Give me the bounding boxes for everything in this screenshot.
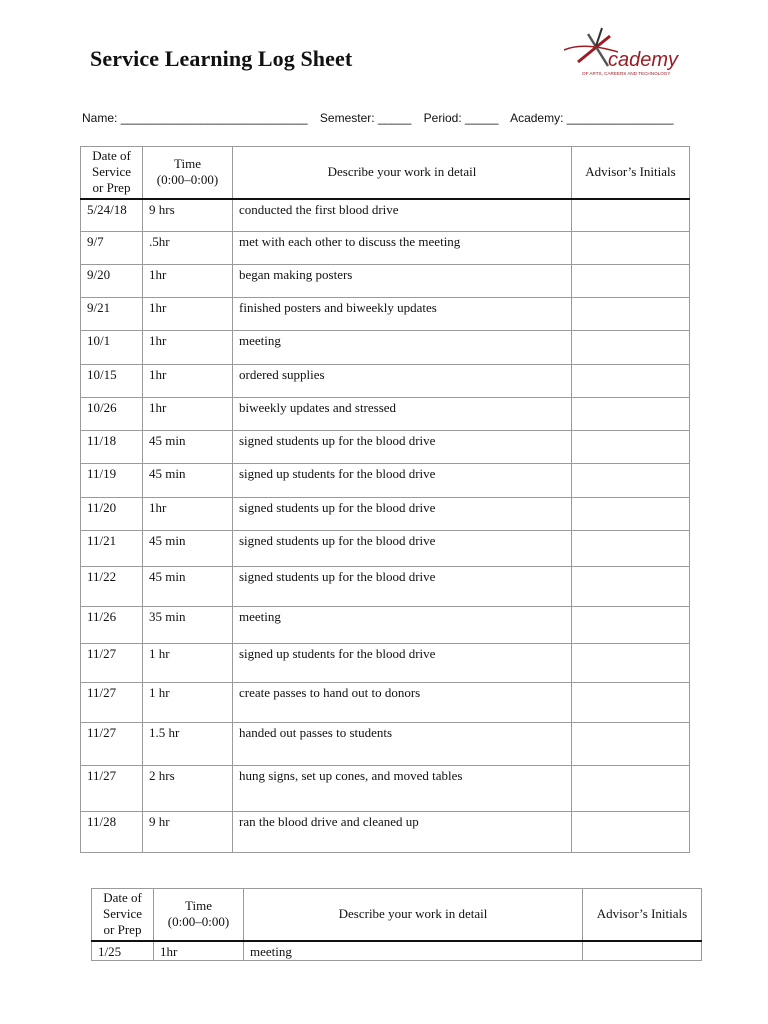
cell-date: 11/28 xyxy=(81,812,143,853)
header-date-line-2: Service xyxy=(92,164,131,180)
header-time xyxy=(154,889,244,941)
table-row xyxy=(81,365,690,398)
cell-work: met with each other to discuss the meeting xyxy=(233,232,572,265)
table-row xyxy=(81,644,690,683)
semester-label: Semester: xyxy=(319,111,375,125)
header-time-line-2: (0:00–0:00) xyxy=(156,172,219,188)
cell-date: 10/15 xyxy=(81,365,143,398)
log-table-2 xyxy=(91,888,702,961)
table-header-row xyxy=(92,889,702,941)
academy-logo xyxy=(558,22,700,80)
table-row xyxy=(81,331,690,365)
table-row xyxy=(81,567,690,607)
cell-work: began making posters xyxy=(233,265,572,298)
cell-advisor-initials[interactable] xyxy=(572,199,690,232)
header-time-line-2: (0:00–0:00) xyxy=(167,914,230,930)
table-row xyxy=(81,766,690,812)
cell-work: ordered supplies xyxy=(233,365,572,398)
cell-advisor-initials[interactable] xyxy=(572,683,690,723)
cell-date: 5/24/18 xyxy=(81,199,143,232)
header-work: Describe your work in detail xyxy=(244,889,583,941)
cell-work: signed up students for the blood drive xyxy=(233,644,572,683)
cell-time: 1hr xyxy=(143,498,233,531)
cell-advisor-initials[interactable] xyxy=(572,567,690,607)
cell-work: meeting xyxy=(233,331,572,365)
cell-date: 11/22 xyxy=(81,567,143,607)
cell-advisor-initials[interactable] xyxy=(572,607,690,644)
cell-date: 10/1 xyxy=(81,331,143,365)
cell-advisor-initials[interactable] xyxy=(572,331,690,365)
cell-work: conducted the first blood drive xyxy=(233,199,572,232)
period-label: Period: xyxy=(423,111,462,125)
cell-date: 9/7 xyxy=(81,232,143,265)
period-field[interactable]: _____ xyxy=(465,111,499,125)
cell-date: 11/20 xyxy=(81,498,143,531)
cell-date: 1/25 xyxy=(92,941,154,961)
table-row xyxy=(81,199,690,232)
header-work: Describe your work in detail xyxy=(233,147,572,199)
cell-time: 1hr xyxy=(143,365,233,398)
header-time-line-1: Time xyxy=(185,898,212,914)
cell-time: 45 min xyxy=(143,531,233,567)
semester-field[interactable]: _____ xyxy=(377,111,412,125)
cell-work: ran the blood drive and cleaned up xyxy=(233,812,572,853)
header-date-line-2: Service xyxy=(103,906,142,922)
cell-work: create passes to hand out to donors xyxy=(233,683,572,723)
header-date-line-1: Date of xyxy=(103,890,142,906)
header-date-line-3: or Prep xyxy=(103,922,142,938)
academy-logo-icon xyxy=(558,22,700,80)
academy-label: Academy: xyxy=(510,111,564,125)
cell-date: 9/20 xyxy=(81,265,143,298)
cell-time: 45 min xyxy=(143,431,233,464)
table-row xyxy=(81,683,690,723)
cell-date: 11/27 xyxy=(81,644,143,683)
header-date-line-3: or Prep xyxy=(92,180,131,196)
cell-work: meeting xyxy=(244,941,583,961)
cell-work: signed students up for the blood drive xyxy=(233,567,572,607)
cell-work: biweekly updates and stressed xyxy=(233,398,572,431)
cell-time: 1hr xyxy=(143,331,233,365)
header-time-line-1: Time xyxy=(174,156,201,172)
header-date-line-1: Date of xyxy=(92,148,131,164)
cell-time: 1 hr xyxy=(143,683,233,723)
academy-field[interactable]: ________________ xyxy=(566,111,674,125)
cell-date: 11/27 xyxy=(81,723,143,766)
name-label: Name: xyxy=(82,111,118,125)
cell-date: 9/21 xyxy=(81,298,143,331)
cell-advisor-initials[interactable] xyxy=(572,766,690,812)
cell-time: 45 min xyxy=(143,464,233,498)
cell-date: 11/21 xyxy=(81,531,143,567)
table-row xyxy=(81,265,690,298)
name-field[interactable]: ____________________________ xyxy=(120,111,308,125)
table-row xyxy=(81,498,690,531)
cell-date: 11/27 xyxy=(81,766,143,812)
table-row xyxy=(81,431,690,464)
logo-subtext: OF ARTS, CAREERS AND TECHNOLOGY xyxy=(582,71,671,76)
cell-time: 1hr xyxy=(143,298,233,331)
cell-date: 10/26 xyxy=(81,398,143,431)
cell-time: 1.5 hr xyxy=(143,723,233,766)
cell-date: 11/26 xyxy=(81,607,143,644)
cell-time: 45 min xyxy=(143,567,233,607)
cell-time: 1hr xyxy=(154,941,244,961)
cell-work: signed students up for the blood drive xyxy=(233,498,572,531)
cell-advisor-initials[interactable] xyxy=(572,723,690,766)
header-initials: Advisor’s Initials xyxy=(572,147,690,199)
table-row xyxy=(81,298,690,331)
cell-time: 9 hr xyxy=(143,812,233,853)
cell-advisor-initials[interactable] xyxy=(572,398,690,431)
cell-advisor-initials[interactable] xyxy=(572,531,690,567)
cell-advisor-initials[interactable] xyxy=(572,644,690,683)
cell-work: handed out passes to students xyxy=(233,723,572,766)
cell-advisor-initials[interactable] xyxy=(572,812,690,853)
cell-advisor-initials[interactable] xyxy=(572,298,690,331)
cell-work: signed students up for the blood drive xyxy=(233,431,572,464)
cell-time: 35 min xyxy=(143,607,233,644)
header-date xyxy=(92,889,154,941)
cell-advisor-initials[interactable] xyxy=(572,431,690,464)
cell-work: finished posters and biweekly updates xyxy=(233,298,572,331)
cell-advisor-initials[interactable] xyxy=(572,365,690,398)
student-info-line xyxy=(82,111,674,125)
cell-time: .5hr xyxy=(143,232,233,265)
page-title: Service Learning Log Sheet xyxy=(90,46,353,71)
cell-work: signed students up for the blood drive xyxy=(233,531,572,567)
log-table xyxy=(80,146,690,853)
cell-advisor-initials[interactable] xyxy=(572,498,690,531)
cell-time: 2 hrs xyxy=(143,766,233,812)
cell-advisor-initials[interactable] xyxy=(572,265,690,298)
cell-advisor-initials[interactable] xyxy=(583,941,702,961)
cell-advisor-initials[interactable] xyxy=(572,464,690,498)
table-row xyxy=(81,723,690,766)
cell-time: 1hr xyxy=(143,398,233,431)
cell-advisor-initials[interactable] xyxy=(572,232,690,265)
table-row xyxy=(81,398,690,431)
table-row xyxy=(81,232,690,265)
cell-time: 9 hrs xyxy=(143,199,233,232)
header-time xyxy=(143,147,233,199)
cell-date: 11/18 xyxy=(81,431,143,464)
table-row xyxy=(81,812,690,853)
logo-text: cademy xyxy=(608,49,679,71)
header-date xyxy=(81,147,143,199)
cell-date: 11/27 xyxy=(81,683,143,723)
table-row xyxy=(92,941,702,961)
cell-work: meeting xyxy=(233,607,572,644)
cell-work: hung signs, set up cones, and moved tables xyxy=(233,766,572,812)
table-header-row xyxy=(81,147,690,199)
cell-work: signed up students for the blood drive xyxy=(233,464,572,498)
header-initials: Advisor’s Initials xyxy=(583,889,702,941)
table-row xyxy=(81,607,690,644)
cell-time: 1 hr xyxy=(143,644,233,683)
table-row xyxy=(81,531,690,567)
table-row xyxy=(81,464,690,498)
cell-time: 1hr xyxy=(143,265,233,298)
cell-date: 11/19 xyxy=(81,464,143,498)
